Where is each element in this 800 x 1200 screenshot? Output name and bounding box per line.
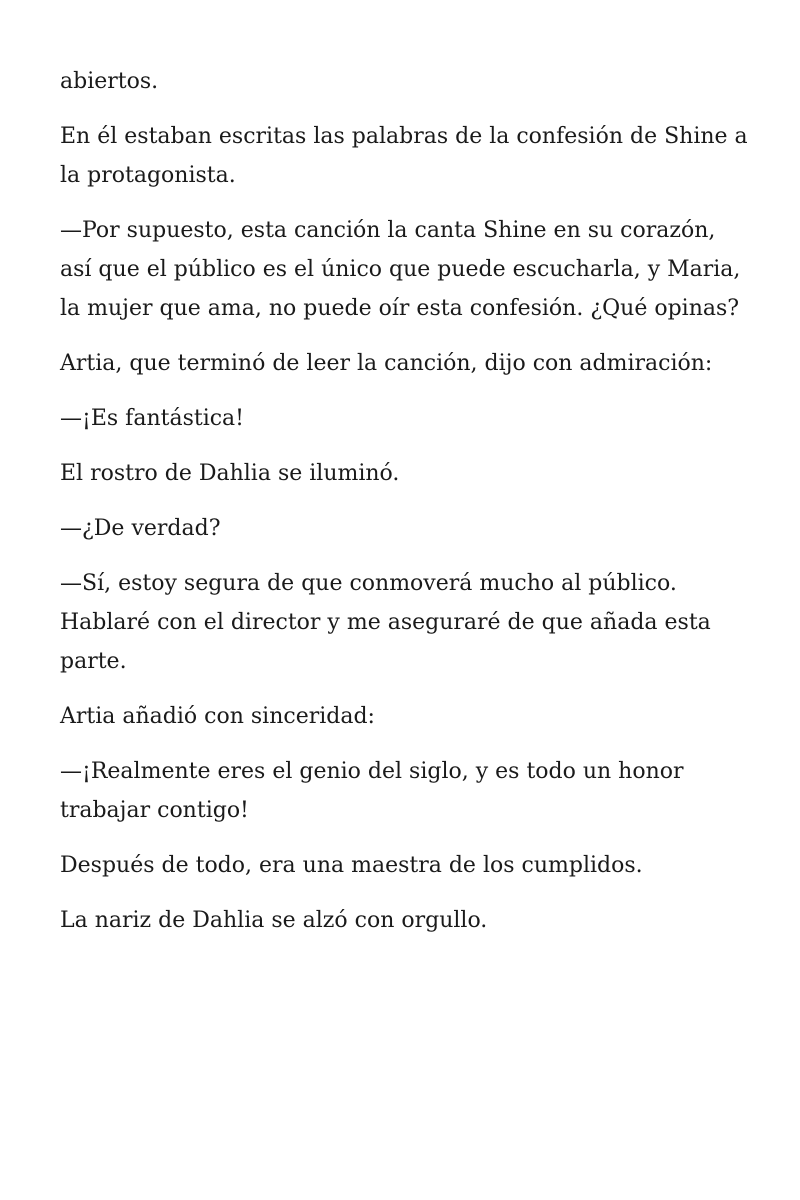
paragraph-7: —¿De verdad? [60, 516, 221, 541]
paragraph-2: En él estaban escritas las palabras de la confesión de Shine a la protagonista. [60, 124, 748, 188]
paragraph-1: abiertos. [60, 69, 159, 94]
paragraph-10: —¡Realmente eres el genio del siglo, y es todo un honor trabajar contigo! [60, 759, 684, 823]
reader-page [60, 62, 750, 956]
paragraph-5: —¡Es fantástica! [60, 406, 245, 431]
paragraph-12: La nariz de Dahlia se alzó con orgullo. [60, 908, 488, 933]
paragraph-11: Después de todo, era una maestra de los cumplidos. [60, 853, 643, 878]
paragraph-9: Artia añadió con sinceridad: [60, 704, 375, 729]
paragraph-6: El rostro de Dahlia se iluminó. [60, 461, 400, 486]
paragraph-3: —Por supuesto, esta canción la canta Shine en su corazón, así que el público es el único que puede escucharla, y Maria, la mujer que ama, no puede oír esta confesión. ¿Qué opinas? [60, 218, 741, 321]
paragraph-8: —Sí, estoy segura de que conmoverá mucho al público. Hablaré con el director y me aseguraré de que añada esta parte. [60, 571, 711, 674]
paragraph-4: Artia, que terminó de leer la canción, dijo con admiración: [60, 351, 713, 376]
